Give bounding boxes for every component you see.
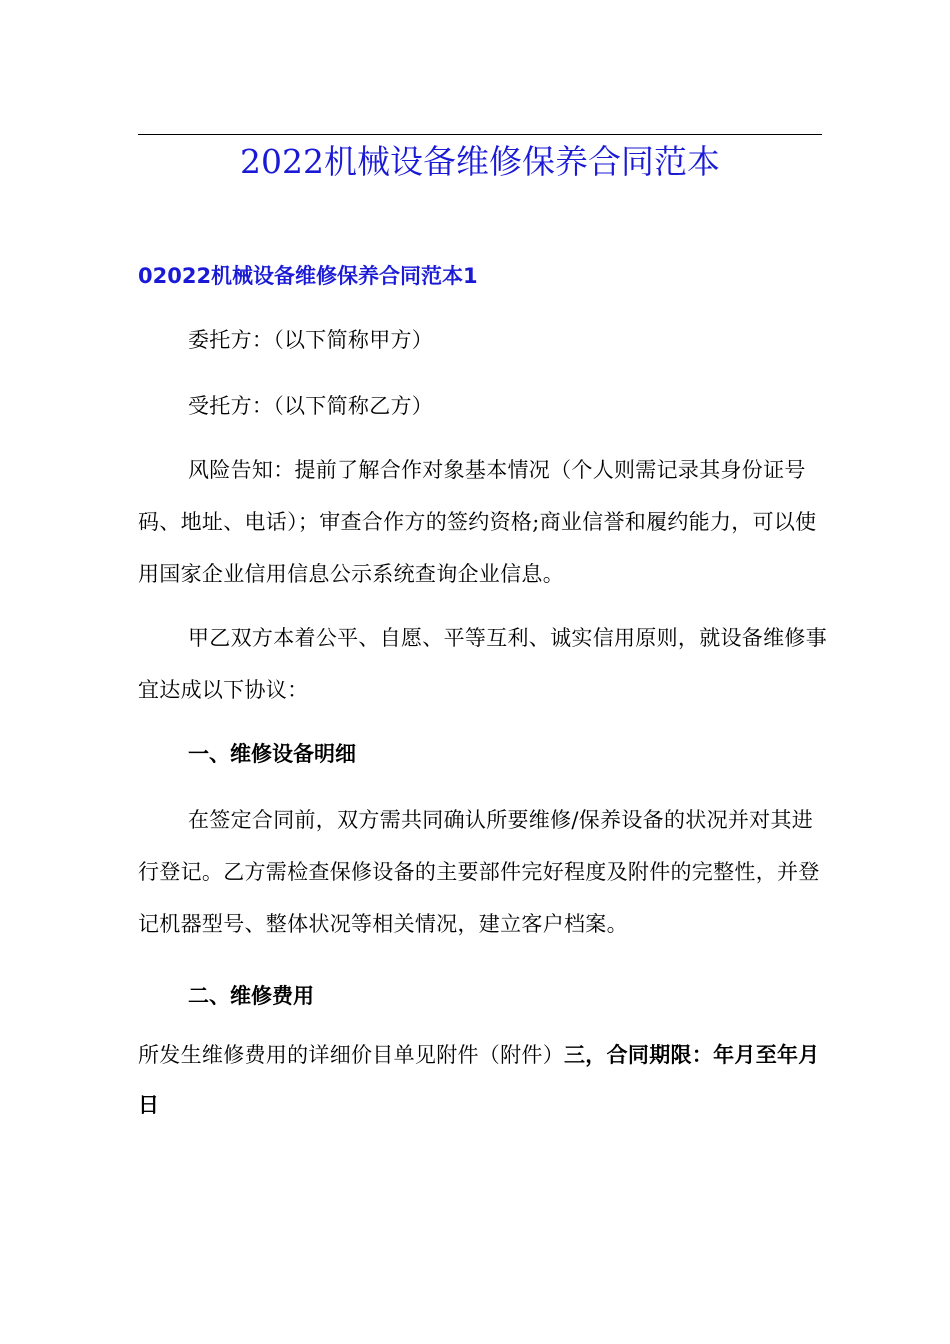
- client-line: 委托方：（以下简称甲方）: [188, 328, 434, 352]
- risk-notice-paragraph: 风险告知：提前了解合作对象基本情况（个人则需记录其身份证号码、地址、电话）；审查合作方的签约资格;商业信誉和履约能力，可以使用国家企业信用信息公示系统查询企业信息。: [138, 458, 817, 586]
- repair-costs-paragraph: [138, 1030, 828, 1130]
- equipment-details-paragraph: 在签定合同前，双方需共同确认所要维修/保养设备的状况并对其进行登记。乙方需检查保修设备的主要部件完好程度及附件的完整性，并登记机器型号、整体状况等相关情况，建立客户档案。: [138, 808, 820, 936]
- top-rule: [138, 134, 822, 135]
- contract-term-text: 三，合同期限：年月至年月日: [138, 1043, 820, 1117]
- contractor-line: 受托方：（以下简称乙方）: [188, 394, 434, 418]
- heading-repair-costs: 二、维修费用: [188, 984, 314, 1008]
- section-title: 02022机械设备维修保养合同范本1: [138, 264, 478, 288]
- document-title: 2022机械设备维修保养合同范本: [240, 142, 720, 181]
- repair-costs-text: 所发生维修费用的详细价目单见附件（附件）: [138, 1043, 564, 1067]
- agreement-intro-paragraph: 甲乙双方本着公平、自愿、平等互利、诚实信用原则，就设备维修事宜达成以下协议：: [138, 626, 827, 702]
- heading-equipment-details: 一、维修设备明细: [188, 742, 356, 766]
